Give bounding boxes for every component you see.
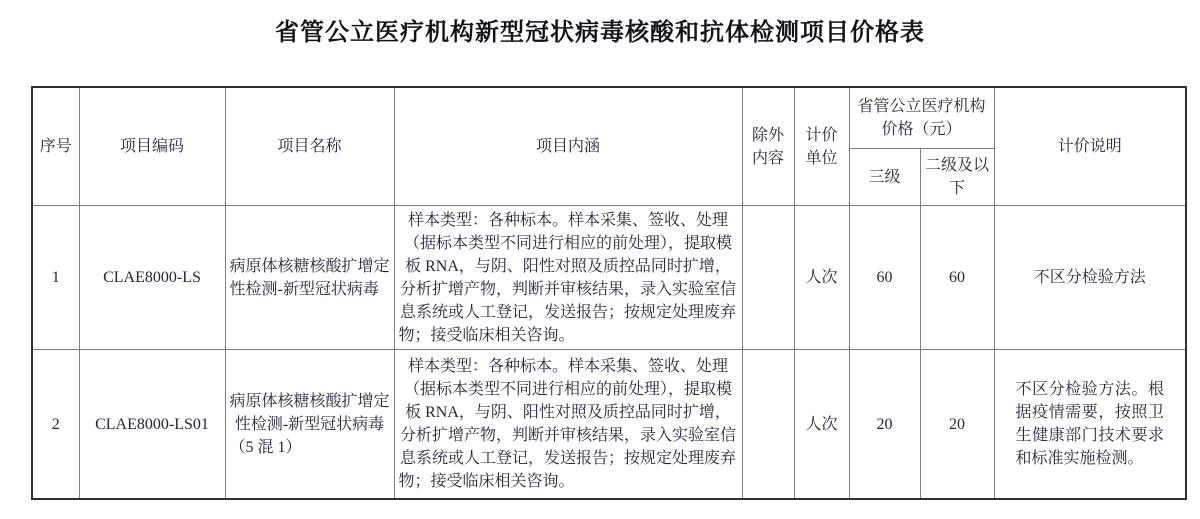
header-row-1 xyxy=(32,87,1186,149)
header-code: 项目编码 xyxy=(79,87,225,206)
cell-excluded xyxy=(742,206,794,350)
cell-unit: 人次 xyxy=(794,206,849,350)
cell-price-tier3: 20 xyxy=(849,350,920,500)
cell-note: 不区分检验方法 xyxy=(994,206,1186,350)
header-note: 计价说明 xyxy=(994,87,1186,206)
price-table xyxy=(31,86,1187,500)
header-name: 项目名称 xyxy=(225,87,394,206)
table-body xyxy=(32,206,1186,500)
cell-seq: 1 xyxy=(32,206,79,350)
cell-price-tier2: 60 xyxy=(920,206,994,350)
cell-name: 病原体核糖核酸扩增定性检测-新型冠状病毒（5 混 1） xyxy=(225,350,394,500)
cell-content: 样本类型：各种标本。样本采集、签收、处理（据标本类型不同进行相应的前处理），提取模板 RNA，与阴、阳性对照及质控品同时扩增，分析扩增产物，判断并审核结果，录入实验室信息系统或人工登记，发送报告；按规定处理废弃物；接受临床相关咨询。 xyxy=(394,206,742,350)
header-tier3: 三级 xyxy=(849,149,920,206)
cell-name: 病原体核糖核酸扩增定性检测-新型冠状病毒 xyxy=(225,206,394,350)
cell-seq: 2 xyxy=(32,350,79,500)
cell-code: CLAE8000-LS xyxy=(79,206,225,350)
cell-unit: 人次 xyxy=(794,350,849,500)
table-row xyxy=(32,350,1186,500)
table-header xyxy=(32,87,1186,206)
page-title: 省管公立医疗机构新型冠状病毒核酸和抗体检测项目价格表 xyxy=(275,19,925,46)
table-row xyxy=(32,206,1186,350)
cell-content: 样本类型：各种标本。样本采集、签收、处理（据标本类型不同进行相应的前处理），提取模板 RNA，与阴、阳性对照及质控品同时扩增，分析扩增产物，判断并审核结果，录入实验室信息系统或人工登记，发送报告；按规定处理废弃物；接受临床相关咨询。 xyxy=(394,350,742,500)
header-content: 项目内涵 xyxy=(394,87,742,206)
header-seq: 序号 xyxy=(32,87,79,206)
cell-note: 不区分检验方法。根据疫情需要，按照卫生健康部门技术要求和标准实施检测。 xyxy=(994,350,1186,500)
cell-code: CLAE8000-LS01 xyxy=(79,350,225,500)
header-unit: 计价单位 xyxy=(794,87,849,206)
header-tier2: 二级及以下 xyxy=(920,149,994,206)
header-excluded: 除外内容 xyxy=(742,87,794,206)
cell-excluded xyxy=(742,350,794,500)
header-price-group: 省管公立医疗机构价格（元） xyxy=(849,87,994,149)
cell-price-tier3: 60 xyxy=(849,206,920,350)
cell-price-tier2: 20 xyxy=(920,350,994,500)
